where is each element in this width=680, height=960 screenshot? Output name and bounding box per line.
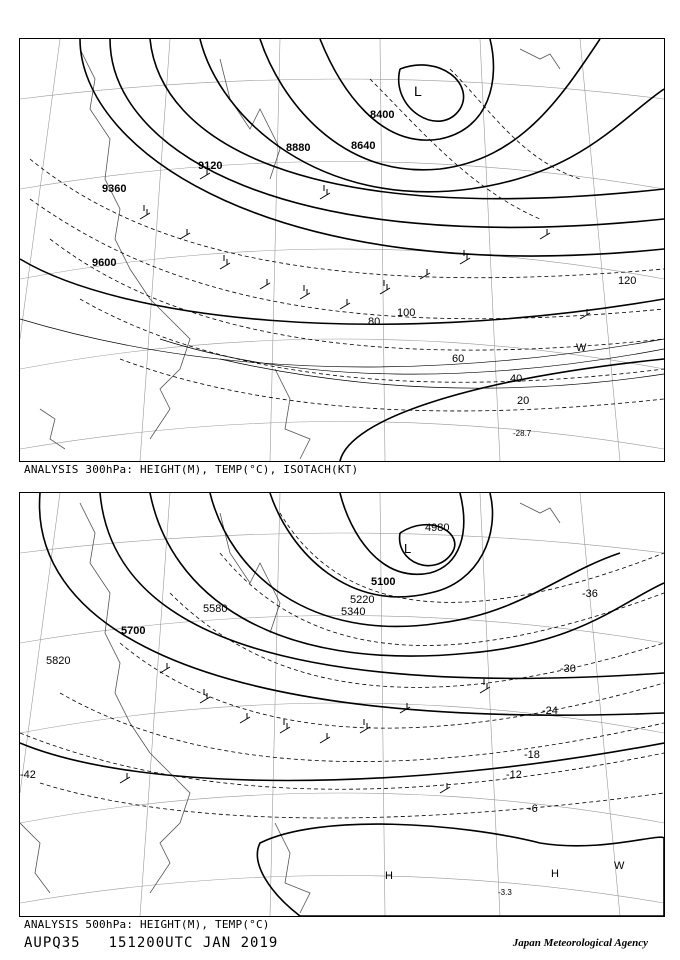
height-label: 9120 xyxy=(198,160,223,172)
isotach-label: 100 xyxy=(397,307,416,319)
map-500hpa-canvas xyxy=(20,493,664,916)
warm-center: W xyxy=(614,860,625,872)
isotherm-label: -42 xyxy=(20,769,36,781)
height-labels-300 xyxy=(92,109,394,269)
isotherm-label: -12 xyxy=(506,769,522,781)
isotach-label: 120 xyxy=(618,275,637,287)
isotherm-label: -24 xyxy=(542,705,558,717)
valid-time: 151200UTC JAN 2019 xyxy=(108,935,279,951)
latlon-grid xyxy=(20,493,664,916)
height-label: 8640 xyxy=(351,140,376,152)
temperature-label: -28.7 xyxy=(513,429,532,438)
warm-center: W xyxy=(576,342,587,354)
height-contours xyxy=(20,493,664,781)
isotach-label: 20 xyxy=(517,395,530,407)
temperature-label: -3.3 xyxy=(498,888,512,897)
closed-highs xyxy=(257,824,664,916)
isotach-labels-300 xyxy=(368,275,636,407)
isotach-label: 60 xyxy=(452,353,465,365)
analysis-500hpa-map xyxy=(19,492,665,917)
height-label: 5700 xyxy=(121,625,146,637)
isotherm-label: -36 xyxy=(582,588,598,600)
chart-type: AUPQ35 xyxy=(24,935,81,951)
low-center: L xyxy=(414,83,422,99)
height-label: 8400 xyxy=(370,109,395,121)
analysis-300hpa-map xyxy=(19,38,665,462)
height-label: 4980 xyxy=(425,522,450,534)
isotach-label: 40 xyxy=(510,373,523,385)
low-center: L xyxy=(404,541,412,556)
height-label: 8880 xyxy=(286,142,311,154)
high-center: H xyxy=(385,870,393,882)
isotach-label: 80 xyxy=(368,316,381,328)
caption-500hpa: ANALYSIS 500hPa: HEIGHT(M), TEMP(°C) xyxy=(24,918,270,931)
isotherm-label: -30 xyxy=(560,663,576,675)
height-label: 5100 xyxy=(371,576,396,588)
height-label: 5820 xyxy=(46,655,71,667)
height-label: 5340 xyxy=(341,606,366,618)
height-label: 9360 xyxy=(102,183,127,195)
coastlines xyxy=(20,503,560,913)
temperature-contours xyxy=(30,69,664,411)
wind-barbs xyxy=(120,663,490,793)
isotherm-label: -18 xyxy=(524,749,540,761)
chart-identifier xyxy=(24,935,306,951)
height-label: 5580 xyxy=(203,603,228,615)
isotherm-label: -6 xyxy=(528,803,538,815)
height-label: 9600 xyxy=(92,257,117,269)
caption-300hpa: ANALYSIS 300hPa: HEIGHT(M), TEMP(°C), ISOTACH(KT) xyxy=(24,463,359,476)
map-300hpa-canvas xyxy=(20,39,664,461)
height-label: 5220 xyxy=(350,594,375,606)
high-center: H xyxy=(551,868,559,880)
agency-credit: Japan Meteorological Agency xyxy=(512,937,648,949)
